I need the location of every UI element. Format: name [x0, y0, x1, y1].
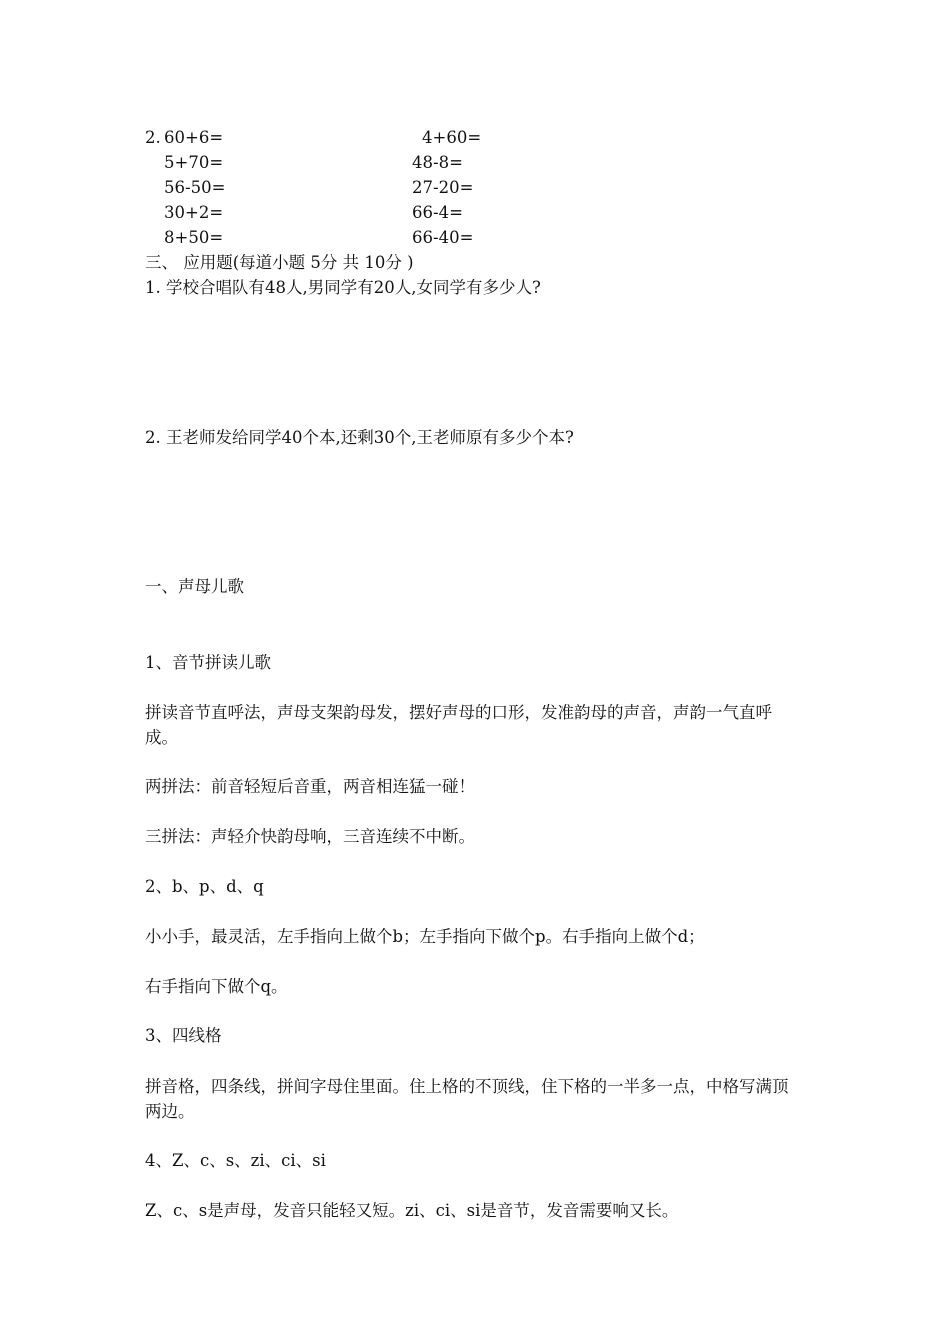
calc-left-2: 5+70=	[164, 153, 224, 172]
calc-right-1: 4+60=	[422, 128, 482, 147]
rhymes-heading: 一、声母儿歌	[145, 577, 244, 596]
section-heading-three: 三、 应用题(每道小题 5分 共 10分 )	[145, 253, 414, 272]
calc-left-1: 60+6=	[164, 128, 224, 147]
calc-right-5: 66-40=	[412, 228, 474, 247]
calc-left-4: 30+2=	[164, 203, 224, 222]
calc-right-4: 66-4=	[412, 203, 463, 222]
section-1-paragraph-1: 拼读音节直呼法，声母支架韵母发，摆好声母的口形，发准韵母的声音，声韵一气直呼成。	[145, 703, 772, 747]
section-2-title: 2、b、p、d、q	[145, 877, 264, 896]
calc-left-5: 8+50=	[164, 228, 224, 247]
section-3-title: 3、四线格	[145, 1026, 222, 1045]
question-number: 2.	[145, 128, 161, 147]
application-question-1: 1. 学校合唱队有48人,男同学有20人,女同学有多少人?	[145, 278, 541, 297]
application-question-2: 2. 王老师发给同学40个本,还剩30个,王老师原有多少个本?	[145, 428, 574, 447]
calc-left-3: 56-50=	[164, 178, 226, 197]
section-2-paragraph-1: 小小手，最灵活，左手指向上做个b；左手指向下做个p。右手指向上做个d；	[145, 927, 705, 946]
calc-right-3: 27-20=	[412, 178, 474, 197]
section-4-title: 4、Z、c、s、zi、ci、si	[145, 1151, 326, 1170]
calc-right-2: 48-8=	[412, 153, 463, 172]
section-1-title: 1、音节拼读儿歌	[145, 653, 271, 672]
section-4-paragraph-1: Z、c、s是声母，发音只能轻又短。zi、ci、si是音节，发音需要响又长。	[145, 1201, 679, 1220]
section-2-paragraph-2: 右手指向下做个q。	[145, 977, 288, 996]
section-1-paragraph-2: 两拼法：前音轻短后音重，两音相连猛一碰！	[145, 777, 475, 796]
section-3-paragraph-1: 拼音格，四条线，拼间字母住里面。住上格的不顶线，住下格的一半多一点，中格写满顶两边。	[145, 1077, 789, 1121]
section-1-paragraph-3: 三拼法：声轻介快韵母响，三音连续不中断。	[145, 827, 475, 846]
